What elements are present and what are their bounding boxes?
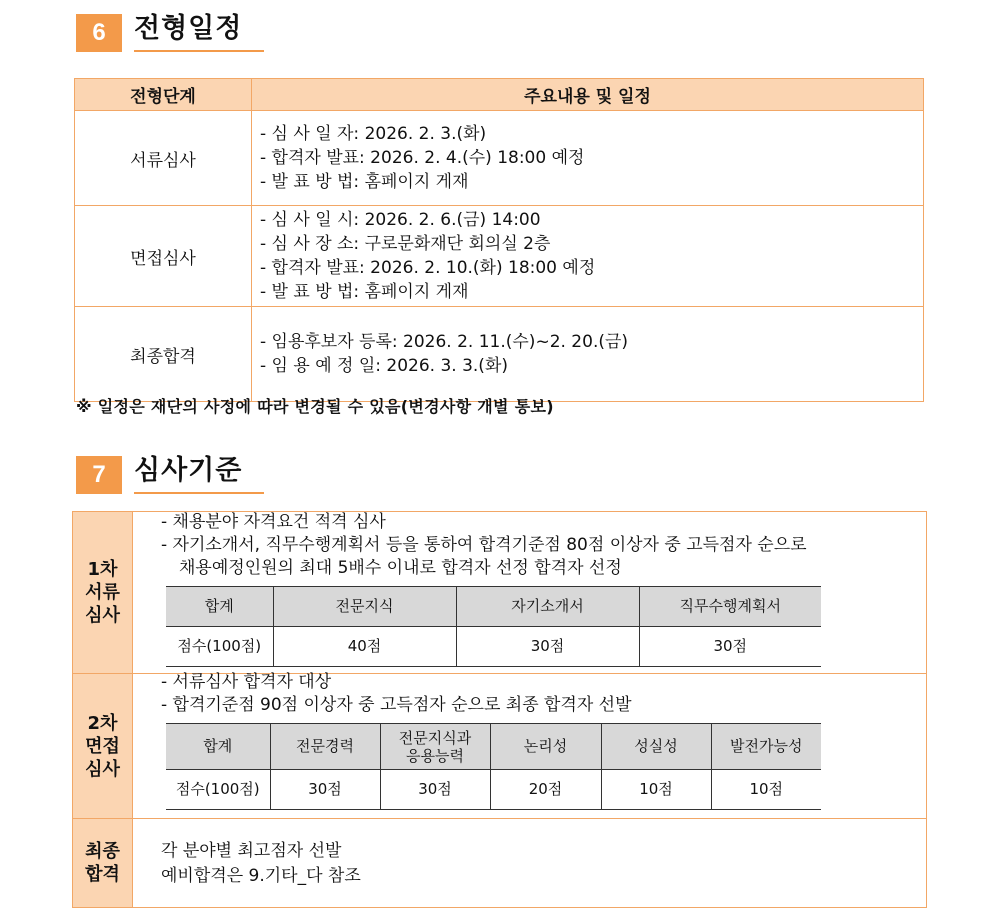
score-table	[166, 586, 821, 667]
label-line: 서류	[85, 582, 120, 603]
score-header-cell: 합계	[166, 587, 273, 627]
score-header-cell: 논리성	[490, 724, 601, 770]
score-cell: 20점	[490, 770, 601, 810]
score-cell: 30점	[639, 627, 821, 667]
content-cell	[252, 206, 924, 307]
score-cell: 40점	[273, 627, 456, 667]
criteria-line: 채용예정인원의 최대 5배수 이내로 합격자 선정 합격자 선정	[179, 558, 622, 578]
content-cell	[252, 111, 924, 206]
content-line: - 임 용 예 정 일: 2026. 3. 3.(화)	[260, 356, 508, 376]
section7-heading	[76, 454, 264, 494]
score-header-cell: 발전가능성	[711, 724, 821, 770]
criteria-line: 각 분야별 최고점자 선발	[161, 841, 342, 861]
criteria-row-document	[73, 512, 926, 673]
stage-cell: 최종합격	[75, 307, 252, 402]
score-cell: 10점	[601, 770, 711, 810]
criteria-line: - 자기소개서, 직무수행계획서 등을 통하여 합격기준점 80점 이상자 중 고득점자 순으로	[161, 535, 807, 555]
score-cell: 30점	[270, 770, 380, 810]
score-header-cell: 자기소개서	[456, 587, 639, 627]
score-header-cell: 전문지식	[273, 587, 456, 627]
stage-cell: 면접심사	[75, 206, 252, 307]
score-header-cell	[380, 724, 490, 770]
criteria-row-final	[73, 818, 926, 907]
header-content: 주요내용 및 일정	[252, 79, 924, 111]
content-line: - 임용후보자 등록: 2026. 2. 11.(수)~2. 20.(금)	[260, 332, 629, 352]
score-header-row	[166, 587, 821, 627]
table-row	[75, 206, 924, 307]
criteria-row-interview	[73, 673, 926, 818]
criteria-body	[161, 839, 920, 889]
content-line: - 심 사 일 자: 2026. 2. 3.(화)	[260, 124, 487, 144]
label-line: 2차	[87, 712, 118, 734]
label-line: 1차	[87, 559, 118, 580]
criteria-line: 예비합격은 9.기타_다 참조	[161, 866, 361, 886]
label-line: 심사	[85, 605, 120, 626]
table-row	[75, 307, 924, 402]
criteria-line: - 합격기준점 90점 이상자 중 고득점자 순으로 최종 합격자 선발	[161, 695, 632, 715]
score-cell: 10점	[711, 770, 821, 810]
section6-number: 6	[76, 14, 122, 52]
content-line: - 심 사 일 시: 2026. 2. 6.(금) 14:00	[260, 210, 541, 230]
criteria-line: - 서류심사 합격자 대상	[161, 672, 332, 692]
header-stage: 전형단계	[75, 79, 252, 111]
label-line: 심사	[85, 758, 120, 780]
label-line: 합격	[85, 864, 120, 885]
criteria-body	[161, 511, 920, 667]
schedule-header-row	[75, 79, 924, 111]
score-header-cell: 직무수행계획서	[639, 587, 821, 627]
score-row	[166, 770, 821, 810]
content-cell	[252, 307, 924, 402]
schedule-table	[74, 78, 924, 402]
section6-title: 전형일정	[134, 12, 264, 52]
score-cell: 점수(100점)	[166, 627, 273, 667]
score-header-cell: 전문경력	[270, 724, 380, 770]
score-header-row	[166, 724, 821, 770]
section6-heading	[76, 12, 264, 52]
score-cell: 30점	[456, 627, 639, 667]
content-line: - 합격자 발표: 2026. 2. 4.(수) 18:00 예정	[260, 148, 585, 168]
schedule-note: ※ 일정은 재단의 사정에 따라 변경될 수 있음(변경사항 개별 통보)	[76, 397, 554, 416]
criteria-body	[161, 671, 920, 810]
section7-title: 심사기준	[134, 454, 264, 494]
score-row	[166, 627, 821, 667]
criteria-label	[73, 512, 133, 673]
content-line: - 심 사 장 소: 구로문화재단 회의실 2층	[260, 234, 551, 254]
content-line: - 발 표 방 법: 홈페이지 게재	[260, 172, 469, 192]
content-line: - 발 표 방 법: 홈페이지 게재	[260, 282, 469, 302]
label-line: 면접	[85, 735, 120, 757]
table-row	[75, 111, 924, 206]
score-header-line: 응용능력	[406, 746, 464, 765]
score-cell: 점수(100점)	[166, 770, 270, 810]
content-line: - 합격자 발표: 2026. 2. 10.(화) 18:00 예정	[260, 258, 596, 278]
criteria-label	[73, 674, 133, 818]
criteria-line: - 채용분야 자격요건 적격 심사	[161, 512, 386, 532]
section7-number: 7	[76, 456, 122, 494]
score-cell: 30점	[380, 770, 490, 810]
score-table	[166, 723, 821, 810]
score-header-line: 전문지식과	[398, 728, 472, 747]
label-line: 최종	[85, 841, 120, 862]
score-header-cell: 합계	[166, 724, 270, 770]
criteria-table	[72, 511, 927, 908]
stage-cell: 서류심사	[75, 111, 252, 206]
score-header-cell: 성실성	[601, 724, 711, 770]
criteria-label	[73, 819, 133, 907]
